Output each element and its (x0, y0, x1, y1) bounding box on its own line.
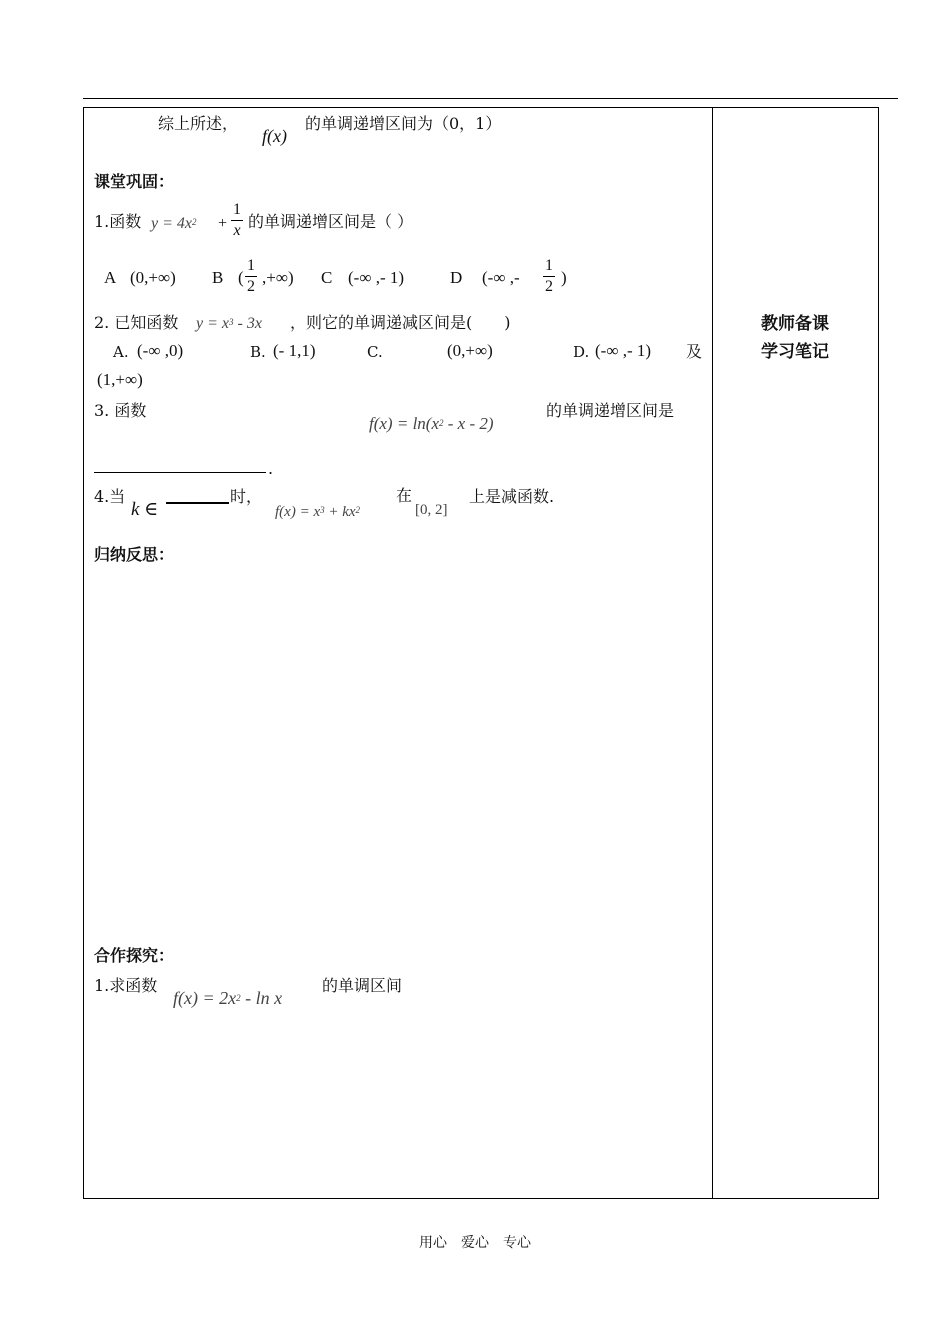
q1-opt-d-open: (-∞ ,- (482, 268, 520, 287)
q2-opt-d-tail: (1,+∞) (97, 370, 143, 389)
q4-answer-blank[interactable] (166, 502, 229, 504)
page-footer: 用心 爱心 专心 (419, 1235, 531, 1251)
q1-prefix: 1.函数 (94, 212, 142, 231)
q1-opt-d-close: ) (561, 268, 567, 287)
q1-suffix: 的单调递增区间是（ ） (248, 212, 414, 231)
q4-suffix: 上是减函数. (469, 487, 555, 506)
q3-suffix: 的单调递增区间是 (546, 401, 675, 420)
summary-prefix: 综上所述， (158, 114, 239, 133)
q1-opt-b-open: ( (238, 268, 244, 287)
consolidation-heading: 课堂巩固： (94, 172, 175, 191)
q2-opt-a-label: A. (113, 343, 129, 361)
q1-opt-b-label: B (212, 268, 224, 287)
q1-opt-a-label: A (104, 268, 117, 287)
q1-plus: + (218, 215, 228, 232)
q2-suffix: ，则它的单调递减区间是( ) (290, 313, 511, 332)
cooperation-q1-prefix: 1.求函数 (94, 976, 158, 995)
q1-opt-d-fraction: $\frac{1}{2}$ (545, 257, 553, 295)
q4-mid: 时， (230, 487, 263, 506)
q1-opt-c: (-∞ ,- 1) (348, 268, 405, 287)
q2-opt-d: (-∞ ,- 1) (595, 341, 652, 360)
q4-prefix: 4.当 (94, 487, 126, 506)
summary-suffix: 的单调递增区间为（0，1） (305, 114, 502, 133)
teacher-notes-label (740, 310, 850, 366)
q1-opt-d-label: D (450, 268, 463, 287)
q4-interval: [0, 2] (415, 502, 448, 518)
q3-end: . (268, 459, 274, 478)
reflection-heading: 归纳反思： (94, 545, 175, 564)
q1-opt-b-fraction: $\frac{1}{2}$ (247, 257, 255, 295)
q3-formula: $f(x) = \ln(x^2 - x - 2)$ (369, 414, 494, 433)
q1-fraction: $\frac{1}{x}$ (233, 201, 241, 239)
q2-opt-a: (-∞ ,0) (137, 341, 184, 360)
teacher-notes-line1: 教师备课 (761, 314, 829, 334)
q1-formula: $y = 4x^2$ (151, 215, 197, 232)
q4-formula: $f(x) = x^3 + kx^2$ (275, 504, 361, 520)
cooperation-heading: 合作探究： (94, 946, 175, 965)
q2-formula: $y = x^3 - 3x$ (196, 315, 262, 332)
header-rule (83, 98, 898, 99)
q2-opt-b-label: B. (250, 343, 266, 361)
q2-prefix: 2. 已知函数 (94, 313, 179, 332)
q3-prefix: 3. 函数 (94, 401, 147, 420)
teacher-notes-line2: 学习笔记 (761, 342, 829, 362)
q2-opt-d-label: D. (573, 343, 590, 361)
q2-opt-d-and: 及 (686, 342, 703, 361)
q1-opt-c-label: C (321, 268, 333, 287)
q1-opt-b-close: ,+∞) (262, 268, 294, 287)
lesson-table (83, 107, 879, 1199)
column-divider (712, 107, 713, 1199)
cooperation-q1-formula: $f(x) = 2x^2 - \ln x$ (173, 988, 283, 1008)
cooperation-q1-suffix: 的单调区间 (322, 976, 403, 995)
q3-answer-blank[interactable] (94, 472, 266, 473)
q2-opt-c-label: C. (367, 343, 383, 361)
q1-opt-a: (0,+∞) (130, 268, 176, 287)
q2-opt-b: (- 1,1) (273, 341, 316, 360)
q2-opt-c: (0,+∞) (447, 341, 493, 360)
summary-fx: f(x) (262, 126, 287, 146)
q4-zai: 在 (396, 486, 413, 505)
q4-k: k ∈ (131, 499, 159, 520)
